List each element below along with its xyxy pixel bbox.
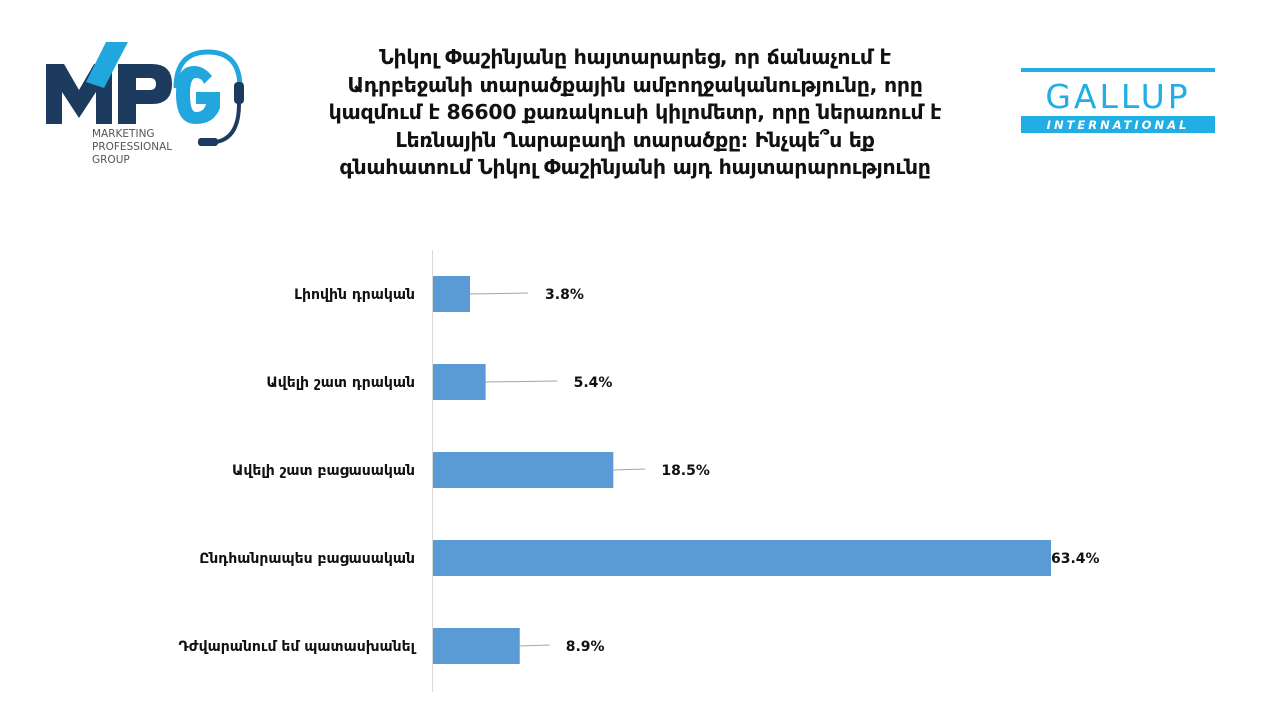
label-leader-line	[470, 293, 528, 294]
data-label: 63.4%	[1051, 551, 1100, 567]
bar	[433, 452, 613, 488]
bar	[433, 628, 520, 664]
data-label: 18.5%	[661, 463, 710, 479]
title-line: Ադրբեջանի տարածքային ամբողջականությունը, որը	[347, 72, 923, 97]
bar	[433, 276, 470, 312]
bar	[433, 540, 1051, 576]
gallup-name: GALLUP	[1045, 77, 1191, 116]
label-leader-line	[613, 469, 645, 470]
bar	[433, 364, 486, 400]
data-label: 3.8%	[545, 287, 584, 303]
bars-layer	[178, 276, 1099, 664]
data-label: 8.9%	[565, 639, 605, 655]
category-label: Դժվարանում եմ պատասխանել	[178, 639, 415, 655]
title-line: Նիկոլ Փաշինյանը հայտարարեց, որ ճանաչում է	[379, 45, 891, 69]
category-label: Ավելի շատ դրական	[266, 375, 415, 391]
mpg-line3: GROUP	[92, 154, 130, 166]
category-label: Լիովին դրական	[294, 287, 415, 303]
data-label: 5.4%	[573, 375, 613, 391]
title-line: գնահատում Նիկոլ Փաշինյանի այդ հայտարարությունը	[339, 155, 931, 179]
title-line: Լեռնային Ղարաբաղի տարածքը։ Ինչպե՞ս եք	[395, 127, 875, 152]
title-line: կազմում է 86600 քառակուսի կիլոմետր, որը ներառում է	[328, 100, 942, 124]
gallup-sub: INTERNATIONAL	[1046, 118, 1190, 132]
category-label: Ընդհանրապես բացասական	[199, 551, 415, 567]
category-label: Ավելի շատ բացասական	[232, 463, 415, 479]
mpg-line2: PROFESSIONAL	[92, 141, 173, 153]
mpg-line1: MARKETING	[92, 128, 155, 140]
label-leader-line	[486, 381, 558, 382]
label-leader-line	[520, 645, 550, 646]
